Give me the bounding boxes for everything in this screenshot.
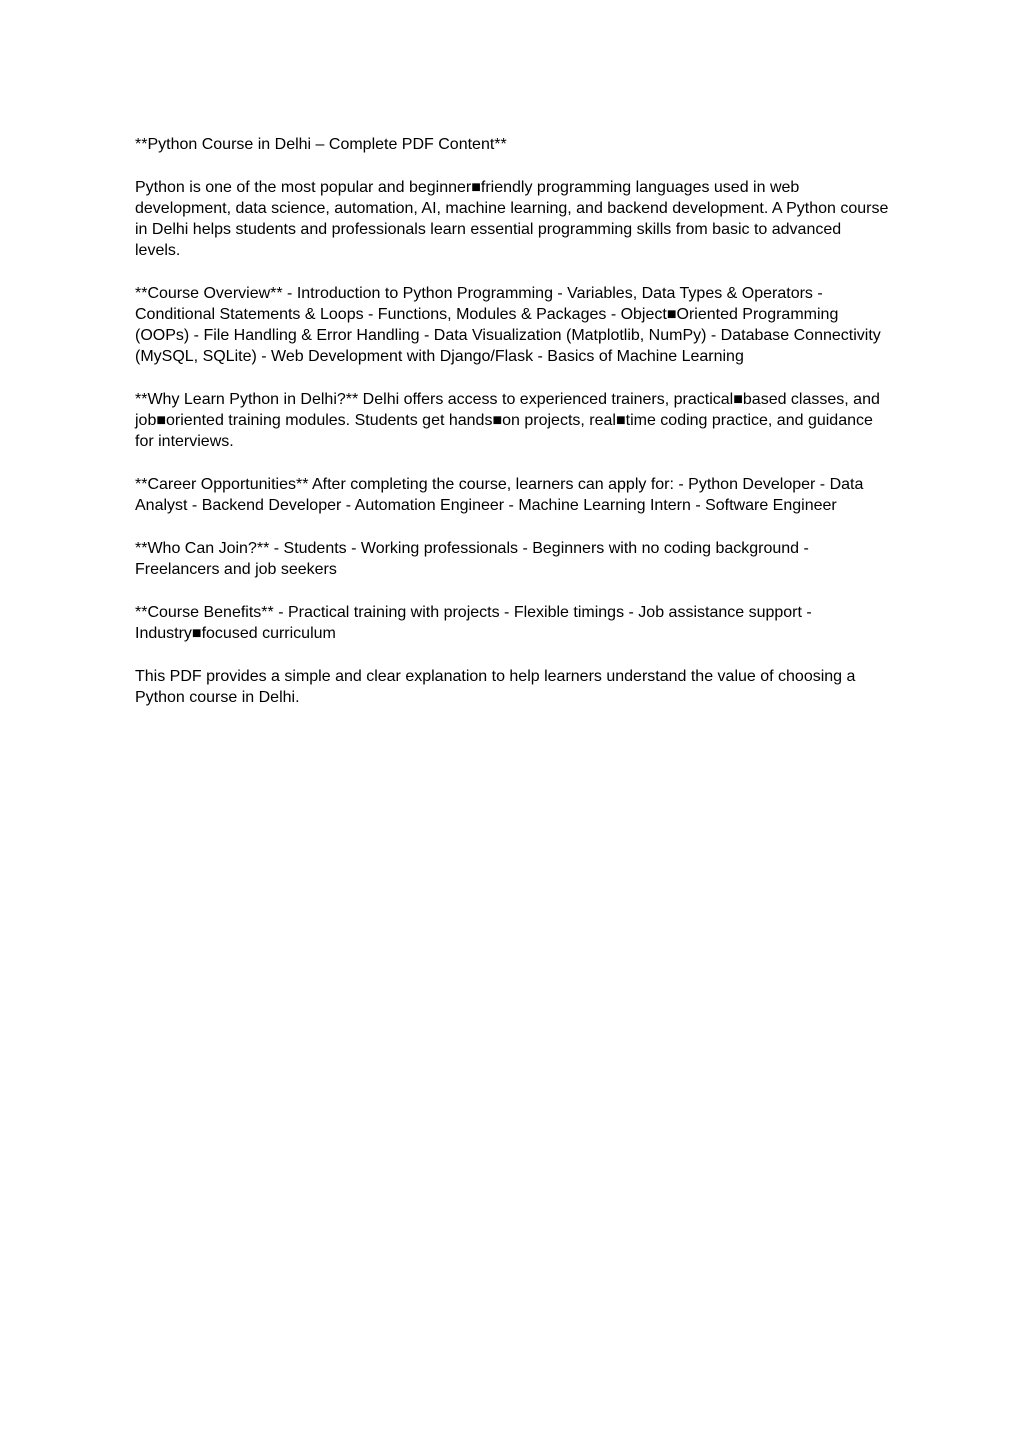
document-body <box>135 134 890 730</box>
paragraph-why-learn: **Why Learn Python in Delhi?** Delhi offers access to experienced trainers, practical■based classes, and job■oriented training modules. Students get hands■on projects, real■time coding practice, and guidance for interviews. <box>135 391 880 450</box>
paragraph-course-overview: **Course Overview** - Introduction to Python Programming - Variables, Data Types & Operators - Conditional Statements & Loops - Functions, Modules & Packages - Object■Oriented Programming (OOPs) - File Handling & Error Handling - Data Visualization (Matplotlib, NumPy) - Database Connectivity (MySQL, SQLite) - Web Development with Django/Flask - Basics of Machine Learning <box>135 285 881 365</box>
paragraph-career-opportunities: **Career Opportunities** After completing the course, learners can apply for: - Python Developer - Data Analyst - Backend Developer - Automation Engineer - Machine Learning Intern - Software Engineer <box>135 476 864 514</box>
paragraph-who-can-join: **Who Can Join?** - Students - Working professionals - Beginners with no coding background - Freelancers and job seekers <box>135 540 809 578</box>
document-title: **Python Course in Delhi – Complete PDF Content** <box>135 136 507 153</box>
paragraph-conclusion: This PDF provides a simple and clear explanation to help learners understand the value of choosing a Python course in Delhi. <box>135 668 856 706</box>
paragraph-introduction: Python is one of the most popular and beginner■friendly programming languages used in web development, data science, automation, AI, machine learning, and backend development. A Python course in Delhi helps students and professionals learn essential programming skills from basic to advanced levels. <box>135 179 889 259</box>
paragraph-course-benefits: **Course Benefits** - Practical training with projects - Flexible timings - Job assistance support - Industry■focused curriculum <box>135 604 812 642</box>
